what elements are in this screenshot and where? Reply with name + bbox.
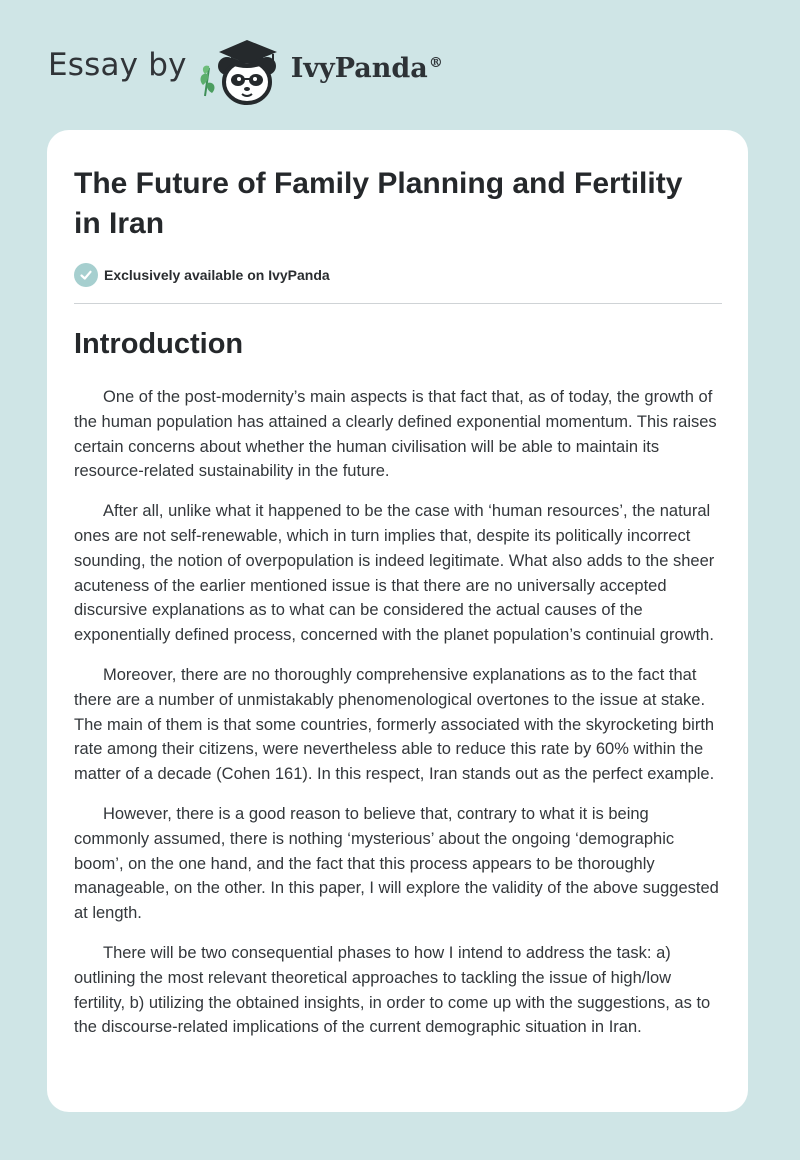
brand-logo-text[interactable] [291, 53, 443, 84]
essay-by-label: Essay by [48, 47, 187, 83]
paragraph: There will be two consequential phases to how I intend to address the task: a) outlining the most relevant theoretical approaches to tackling the issue of high/low fertility, b) utilizing the obtained insights, in order to come up with the suggestions, as to the discourse-related implications of the current demographic situation in Iran. [74, 943, 711, 1037]
essay-card [47, 130, 748, 1112]
essay-title: The Future of Family Planning and Fertility in Iran [74, 167, 683, 240]
paragraph: After all, unlike what it happened to be the case with ‘human resources’, the natural ones are not self-renewable, which in turn implies that, despite its politically incorrect sounding, the notion of overpopulation is indeed legitimate. What also adds to the sheer acuteness of the earlier mentioned issue is that there are no universally accepted discursive explanations as to what can be considered the actual causes of the exponentially defined process, concerned with the planet population’s continuial growth. [74, 502, 715, 645]
paragraph: One of the post-modernity’s main aspects is that fact that, as of today, the growth of the human population has attained a clearly defined exponential momentum. This raises certain concerns about whether the human civilisation will be able to maintain its resource-related sustainability in the future. [74, 388, 717, 481]
check-circle-icon [74, 263, 98, 287]
exclusive-badge-label: Exclusively available on IvyPanda [104, 267, 330, 283]
section-heading: Introduction [74, 328, 244, 360]
exclusive-badge [74, 263, 330, 287]
site-header [48, 30, 443, 110]
brand-name: IvyPanda [290, 52, 428, 84]
registered-mark: ® [428, 54, 443, 71]
paragraph: Moreover, there are no thoroughly comprehensive explanations as to the fact that there are a number of unmistakably phenomenological overtones to the issue at stake. The main of them is that some countries, formerly associated with the skyrocketing birth rate among their citizens, were nevertheless able to reduce this rate by 60% within the matter of a decade (Cohen 161). In this respect, Iran stands out as the perfect example. [74, 665, 715, 784]
paragraph: However, there is a good reason to believe that, contrary to what it is being commonly assumed, there is nothing ‘mysterious’ about the ongoing ‘demographic boom’, on the one hand, and the fact that this process appears to be thoroughly manageable, on the other. In this paper, I will explore the validity of the above suggested at length. [74, 804, 719, 923]
title-divider [74, 303, 722, 304]
essay-body [74, 385, 724, 1055]
ivy-leaf-icon [200, 66, 214, 96]
panda-graduation-cap-icon[interactable] [199, 30, 287, 110]
